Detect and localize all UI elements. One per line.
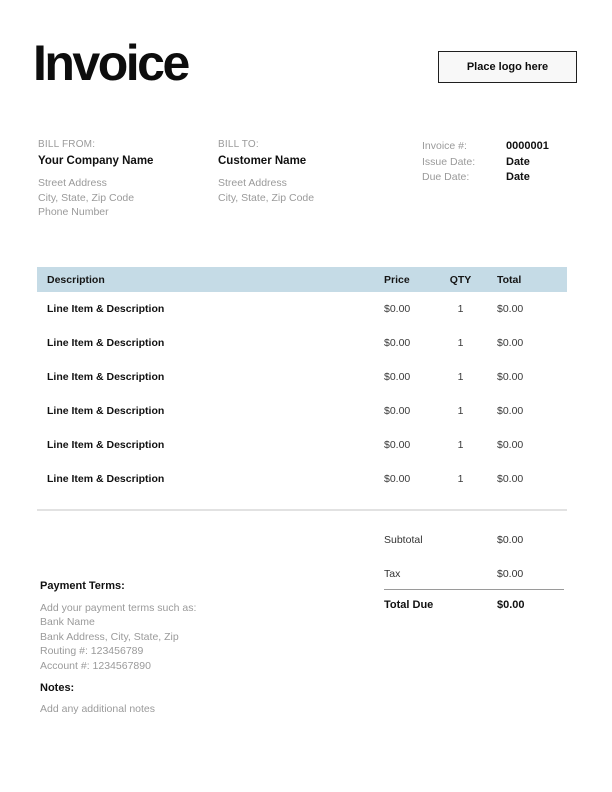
total-due-divider — [384, 589, 564, 590]
header-total: Total — [497, 273, 522, 286]
subtotal-row — [384, 534, 564, 546]
due-date-row — [422, 170, 549, 186]
notes-line: Add any additional notes — [40, 703, 156, 715]
cell-description: Line Item & Description — [47, 405, 165, 417]
notes-heading: Notes: — [40, 682, 75, 694]
cell-description: Line Item & Description — [47, 371, 165, 383]
table-row — [37, 292, 567, 326]
invoice-number-value: 0000001 — [506, 140, 549, 152]
invoice-meta — [422, 139, 549, 186]
due-date-label: Due Date: — [422, 171, 470, 183]
bill-from-address — [38, 176, 153, 220]
logo-placeholder-button[interactable]: Place logo here — [438, 51, 577, 83]
bill-to-label: BILL TO: — [218, 139, 259, 150]
cell-total: $0.00 — [497, 439, 524, 451]
tax-row — [384, 568, 564, 580]
cell-total: $0.00 — [497, 303, 524, 315]
cell-total: $0.00 — [497, 371, 524, 383]
table-header-row — [37, 267, 567, 292]
due-date-value: Date — [506, 171, 530, 183]
cell-qty: 1 — [457, 473, 464, 485]
bill-from-city: City, State, Zip Code — [38, 191, 135, 204]
table-row — [37, 428, 567, 462]
cell-price: $0.00 — [384, 371, 411, 383]
total-due-label: Total Due — [384, 599, 434, 611]
line-items-table — [37, 267, 567, 496]
bill-from-section — [38, 139, 153, 220]
bill-to-address — [218, 176, 314, 205]
cell-total: $0.00 — [497, 473, 524, 485]
customer-name: Customer Name — [218, 155, 307, 167]
bill-to-street: Street Address — [218, 177, 287, 189]
payment-terms-line: Bank Name — [40, 616, 95, 629]
invoice-number-row — [422, 139, 549, 155]
header-qty: QTY — [449, 273, 472, 286]
invoice-number-label: Invoice #: — [422, 140, 467, 152]
cell-qty: 1 — [457, 405, 464, 417]
totals-section — [384, 527, 564, 627]
cell-price: $0.00 — [384, 473, 411, 485]
cell-description: Line Item & Description — [47, 439, 165, 451]
header-description: Description — [47, 273, 105, 286]
issue-date-row — [422, 155, 549, 171]
section-divider — [37, 509, 567, 511]
cell-qty: 1 — [457, 371, 464, 383]
subtotal-value: $0.00 — [497, 534, 524, 546]
table-row — [37, 462, 567, 496]
payment-terms-heading: Payment Terms: — [40, 580, 125, 592]
table-row — [37, 394, 567, 428]
cell-description: Line Item & Description — [47, 337, 165, 349]
cell-description: Line Item & Description — [47, 303, 165, 315]
cell-qty: 1 — [457, 337, 464, 349]
cell-description: Line Item & Description — [47, 473, 165, 485]
table-row — [37, 360, 567, 394]
payment-terms-line: Account #: 1234567890 — [40, 659, 151, 672]
cell-total: $0.00 — [497, 405, 524, 417]
page-title: Invoice — [33, 35, 188, 91]
table-row — [37, 326, 567, 360]
cell-qty: 1 — [457, 439, 464, 451]
bill-from-street: Street Address — [38, 177, 107, 189]
tax-label: Tax — [384, 568, 401, 580]
issue-date-label: Issue Date: — [422, 155, 476, 168]
bill-from-phone: Phone Number — [38, 206, 109, 218]
total-due-value: $0.00 — [497, 599, 525, 611]
subtotal-label: Subtotal — [384, 534, 423, 546]
header-price: Price — [384, 273, 410, 286]
cell-qty: 1 — [457, 303, 464, 315]
bill-from-label: BILL FROM: — [38, 139, 96, 150]
payment-terms-lines — [40, 601, 196, 673]
cell-price: $0.00 — [384, 439, 411, 451]
total-due-row — [384, 599, 564, 611]
bill-to-city: City, State, Zip Code — [218, 191, 315, 204]
cell-price: $0.00 — [384, 337, 411, 349]
tax-value: $0.00 — [497, 568, 524, 580]
cell-price: $0.00 — [384, 303, 411, 315]
cell-price: $0.00 — [384, 405, 411, 417]
issue-date-value: Date — [506, 155, 530, 168]
bill-to-section — [218, 139, 314, 205]
payment-terms-line: Add your payment terms such as: — [40, 602, 197, 614]
payment-terms-line: Bank Address, City, State, Zip — [40, 630, 179, 643]
payment-terms-line: Routing #: 123456789 — [40, 645, 144, 658]
cell-total: $0.00 — [497, 337, 524, 349]
company-name: Your Company Name — [38, 155, 154, 167]
